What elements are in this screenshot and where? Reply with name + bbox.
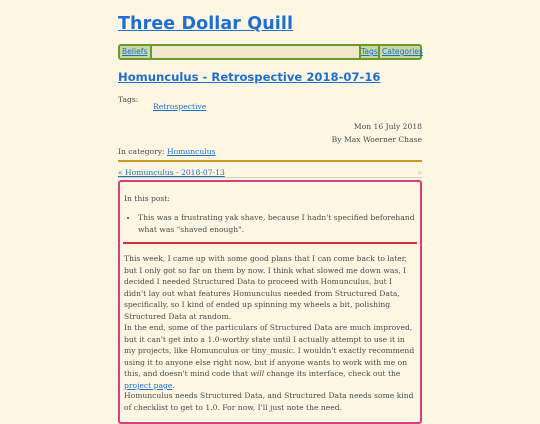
nav-categories-link[interactable]: Categories xyxy=(382,47,423,56)
category-link[interactable]: Homunculus xyxy=(166,147,216,156)
project-page-link[interactable]: project page xyxy=(124,380,173,390)
site-title-link[interactable]: Three Dollar Quill xyxy=(118,14,294,34)
nav-spacer xyxy=(150,46,361,58)
paragraph-1: This week, I came up with some good plans that I can come back to later, but I only got so far on them by now. I think what slowed me down was, I decided I needed Structured Data to proceed with Homunculus, but I didn't lay out what features Homunculus needed from Structured Data, specifically, so I kind of ended up spinning my wheels a bit, polishing Structured Data at random. xyxy=(124,254,408,321)
post-category xyxy=(118,147,216,157)
nav-divider xyxy=(378,46,380,58)
post-byline: By Max Woerner Chase xyxy=(331,135,422,144)
paragraph-2-text-a: In the end, some of the particulars of Structured Data are much improved, but it can't get into a 1.0-worthy state until I actually attempt to use it in my projects, like Homunculus or tiny_music. I wouldn't exactly recommend using it to anyone else right now, but if anyone wants to work with me on this, and doesn't mind code that xyxy=(124,323,415,379)
prev-post-link[interactable]: « Homunculus - 2018-07-13 xyxy=(118,168,225,177)
post-date: Mon 16 July 2018 xyxy=(353,122,422,131)
paragraph-2-text-b: change its interface, check out the xyxy=(264,369,401,379)
tags-label: Tags: xyxy=(118,95,139,104)
post-title-link[interactable]: Homunculus - Retrospective 2018-07-16 xyxy=(118,70,381,84)
paragraph-2-emphasis: will xyxy=(250,369,265,379)
nav-beliefs-link[interactable]: Beliefs xyxy=(122,47,148,56)
tag-link-retrospective[interactable]: Retrospective xyxy=(153,102,207,111)
post-content xyxy=(118,180,422,424)
toc-divider xyxy=(123,242,417,244)
toc-item: • This was a frustrating yak shave, because I hadn't specified beforehand what was "shaved enough". xyxy=(138,212,422,235)
nav-tags-link[interactable]: Tags xyxy=(361,47,378,56)
next-post-marker: » xyxy=(417,168,422,177)
nav-divider-line xyxy=(118,177,422,178)
paragraph-2 xyxy=(124,322,416,392)
toc-list xyxy=(124,212,422,235)
paragraph-3: Homunculus needs Structured Data, and Structured Data needs some kind of checklist to get to 1.0. For now, I'll just note the need. xyxy=(124,391,414,412)
nav-bar xyxy=(118,44,422,60)
header-divider xyxy=(118,160,422,162)
paragraph-2-text-c: . xyxy=(172,380,175,390)
category-label: In category: xyxy=(118,147,165,156)
toc-heading: In this post: xyxy=(124,194,170,203)
